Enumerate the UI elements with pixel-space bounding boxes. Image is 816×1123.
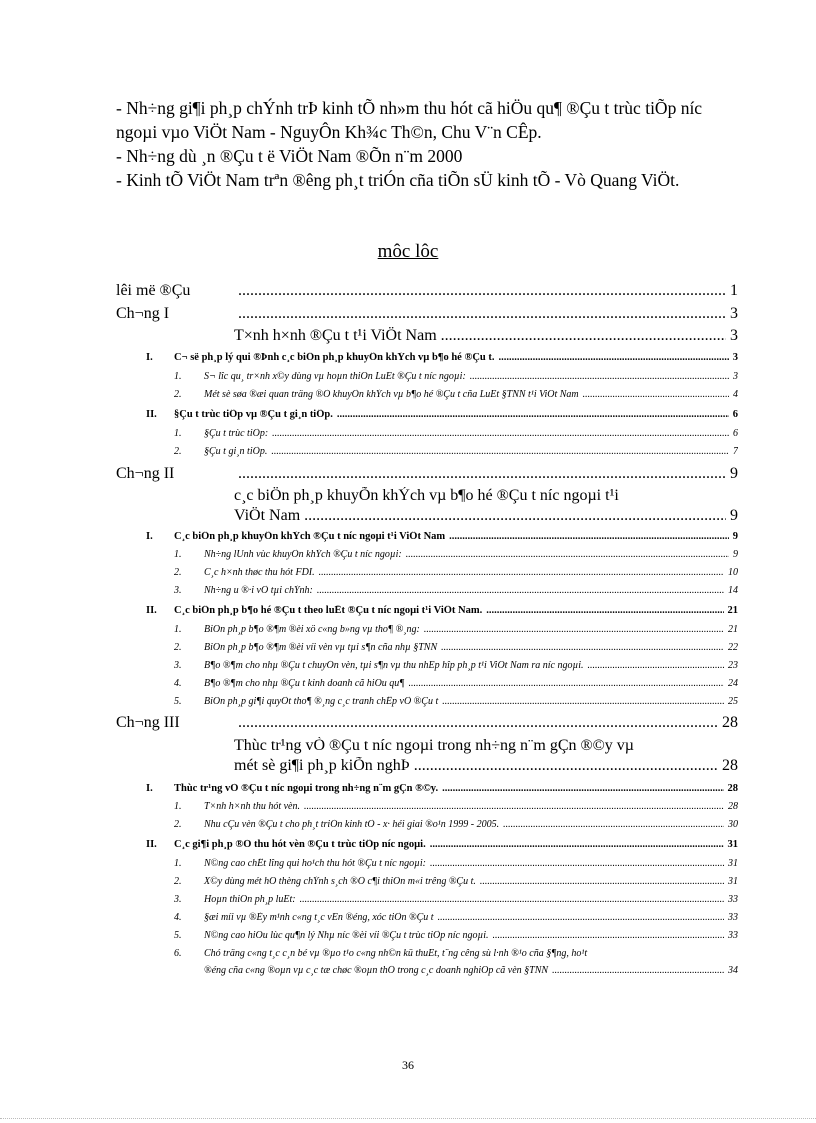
toc-chapter-2-title[interactable]: c¸c biÖn ph¸p khuyÕn khÝch vµ b¶o hé ®Çu t níc ngoµi t¹i — [234, 487, 619, 504]
toc-chapter-3-title[interactable]: mét sè gi¶i ph¸p kiÕn nghÞ ..... 28 — [234, 757, 738, 775]
toc-section[interactable]: I. C¸c biÖn ph¸p khuyÕn khÝch ®Çu t níc ngoµi t¹i ViÖt Nam ..... 9 — [146, 531, 738, 542]
toc-section[interactable]: I. C¬ së ph¸p lý qui ®Þnh c¸c biÖn ph¸p khuyÕn khÝch vµ b¶o hé ®Çu t. ..... 3 — [146, 352, 738, 363]
toc-subsection[interactable]: 2. Mét sè søa ®æi quan träng ®Ó khuyÕn khÝch vµ b¶o hé ®Çu t cña LuËt §TNN t¹i ViÖt Nam ..... 4 — [174, 389, 738, 400]
toc-section[interactable]: II. C¸c biÖn ph¸p b¶o hé ®Çu t theo luËt ®Çu t níc ngoµi t¹i ViÖt Nam. ..... 21 — [146, 605, 738, 616]
toc-chapter-1-title[interactable]: T×nh h×nh ®Çu t t¹i ViÖt Nam ..... 3 — [234, 327, 738, 345]
page-number: 36 — [402, 1058, 414, 1072]
toc-section[interactable]: II. C¸c gi¶i ph¸p ®Ó thu hót vèn ®Çu t trùc tiÕp níc ngoµi. ..... 31 — [146, 839, 738, 850]
page-border — [0, 1118, 816, 1119]
toc-subsection[interactable]: ®éng cña c«ng ®oµn vµ c¸c tæ chøc ®oµn thÓ trong c¸c doanh nghiÖp cã vèn §TNN ..... 34 — [204, 965, 738, 976]
toc-subsection[interactable]: 1. BiÖn ph¸p b¶o ®¶m ®èi xö c«ng b»ng vµ tho¶ ®¸ng: ..... 21 — [174, 624, 738, 635]
toc-subsection[interactable]: 2. Nhu cÇu vèn ®Çu t cho ph¸t triÓn kinh tÕ - x· héi giai ®o¹n 1999 - 2005. ..... 30 — [174, 819, 738, 830]
toc-subsection[interactable]: 5. N©ng cao hiÖu lùc qu¶n lý Nhµ níc ®èi víi ®Çu t trùc tiÕp níc ngoµi. ..... 33 — [174, 930, 738, 941]
toc-chapter-1[interactable]: Ch¬ng I ..... 3 — [116, 305, 738, 323]
toc-subsection[interactable]: 4. §æi míi vµ ®Èy m¹nh c«ng t¸c vËn ®éng, xóc tiÕn ®Çu t ..... 33 — [174, 912, 738, 923]
toc-subsection[interactable]: 2. §Çu t gi¸n tiÕp. ..... 7 — [174, 446, 738, 457]
toc-subsection[interactable]: 3. Nh÷ng u ®·i vÒ tµi chÝnh: ..... 14 — [174, 585, 738, 596]
toc-subsection[interactable]: 1. §Çu t trùc tiÕp: ..... 6 — [174, 428, 738, 439]
reference-item: - Kinh tÕ ViÖt Nam trªn ®êng ph¸t triÓn cña tiÕn sÜ kinh tÕ - Vò Quang ViÖt. — [116, 170, 680, 190]
toc-chapter-2-title[interactable]: ViÖt Nam ..... 9 — [234, 507, 738, 525]
toc-subsection[interactable]: 6. Chó träng c«ng t¸c c¸n bé vµ ®µo t¹o c«ng nh©n kü thuËt, t¨ng cêng sù l·nh ®¹o cña §¶ng, ho¹t — [174, 948, 588, 959]
reference-list — [116, 96, 726, 192]
toc-subsection[interactable]: 1. S¬ lîc qu¸ tr×nh x©y dùng vµ hoµn thiÖn LuËt ®Çu t níc ngoµi: ..... 3 — [174, 371, 738, 382]
toc-subsection[interactable]: 2. BiÖn ph¸p b¶o ®¶m ®èi víi vèn vµ tµi s¶n cña nhµ §TNN ..... 22 — [174, 642, 738, 653]
toc-subsection[interactable]: 1. Nh÷ng lÜnh vùc khuyÕn khÝch ®Çu t níc ngoµi: ..... 9 — [174, 549, 738, 560]
toc-chapter-3-title[interactable]: Thùc tr¹ng vÒ ®Çu t níc ngoµi trong nh÷ng n¨m gÇn ®©y vµ — [234, 737, 635, 754]
toc-chapter-2[interactable]: Ch¬ng II ..... 9 — [116, 465, 738, 483]
toc-subsection[interactable]: 1. T×nh h×nh thu hót vèn. ..... 28 — [174, 801, 738, 812]
toc-chapter-3[interactable]: Ch¬ng III ..... 28 — [116, 714, 738, 732]
reference-item: - Nh÷ng dù ¸n ®Çu t ë ViÖt Nam ®Õn n¨m 2000 — [116, 146, 463, 166]
toc-section[interactable]: II. §Çu t trùc tiÕp vµ ®Çu t gi¸n tiÕp. ..... 6 — [146, 409, 738, 420]
toc-title: môc lôc — [377, 241, 439, 262]
toc-subsection[interactable]: 3. B¶o ®¶m cho nhµ ®Çu t chuyÓn vèn, tµi s¶n vµ thu nhËp hîp ph¸p t¹i ViÖt Nam ra níc ngoµi. ..... 23 — [174, 660, 738, 671]
toc-subsection[interactable]: 4. B¶o ®¶m cho nhµ ®Çu t kinh doanh cã hiÖu qu¶ ..... 24 — [174, 678, 738, 689]
toc-subsection[interactable]: 1. N©ng cao chÊt lîng qui ho¹ch thu hót ®Çu t níc ngoµi: ..... 31 — [174, 858, 738, 869]
toc-subsection[interactable]: 2. C¸c h×nh thøc thu hót FDI. ..... 10 — [174, 567, 738, 578]
toc-entry-intro[interactable]: lêi më ®Çu ..... 1 — [116, 282, 738, 300]
reference-item: - Nh÷ng gi¶i ph¸p chÝnh trÞ kinh tÕ nh»m thu hót cã hiÖu qu¶ ®Çu t trùc tiÕp níc ngoµi vµo ViÖt Nam - NguyÔn Kh¾c Th©n, Chu V¨n CÊp. — [116, 98, 703, 142]
toc-subsection[interactable]: 5. BiÖn ph¸p gi¶i quyÕt tho¶ ®¸ng c¸c tranh chÊp vÒ ®Çu t ..... 25 — [174, 696, 738, 707]
toc-section[interactable]: I. Thùc tr¹ng vÒ ®Çu t níc ngoµi trong nh÷ng n¨m gÇn ®©y. ..... 28 — [146, 783, 738, 794]
toc-subsection[interactable]: 3. Hoµn thiÖn ph¸p luËt: ..... 33 — [174, 894, 738, 905]
toc-subsection[interactable]: 2. X©y dùng mét hÖ thèng chÝnh s¸ch ®Ó c¶i thiÖn m«i trêng ®Çu t. ..... 31 — [174, 876, 738, 887]
